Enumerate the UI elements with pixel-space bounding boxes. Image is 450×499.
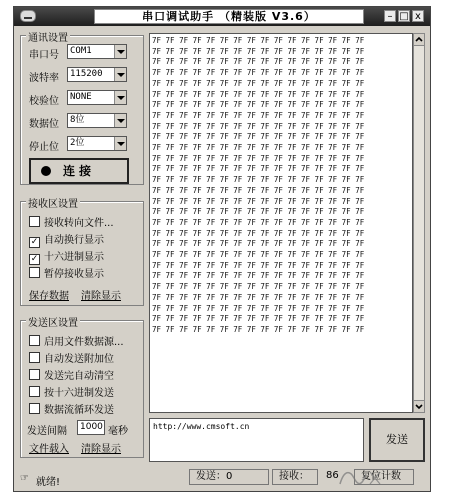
receive-area[interactable] — [149, 33, 413, 413]
stopbits-select[interactable] — [67, 136, 127, 151]
parity-value: NONE — [70, 92, 92, 102]
chevron-down-icon[interactable] — [114, 68, 126, 81]
close-button[interactable]: x — [412, 10, 424, 22]
app-window — [13, 6, 431, 492]
minimize-button[interactable]: – — [384, 10, 396, 22]
chevron-down-icon[interactable] — [114, 137, 126, 150]
auto-append-label: 自动发送附加位 — [44, 354, 114, 365]
checkmark-icon[interactable]: ✓ — [30, 254, 39, 264]
restore-button[interactable]: □ — [399, 11, 409, 22]
send-settings-title: 发送区设置 — [26, 314, 80, 329]
scroll-down-button[interactable] — [414, 400, 424, 412]
hex-display-label: 十六进制显示 — [44, 252, 104, 263]
app-icon[interactable] — [20, 10, 36, 22]
checkbox-empty-icon[interactable] — [29, 403, 40, 414]
pause-display-checkbox[interactable] — [29, 265, 104, 280]
load-file-link[interactable]: 文件载入 — [29, 444, 69, 455]
parity-label: 校验位 — [29, 96, 59, 107]
window-title: 串口调试助手 （精装版 V3.6） — [94, 9, 364, 24]
databits-value: 8位 — [70, 115, 85, 125]
auto-append-checkbox[interactable] — [29, 350, 114, 365]
sent-count: 发送：0 — [189, 469, 269, 485]
auto-clear-label: 发送完自动清空 — [44, 371, 114, 382]
baud-select[interactable] — [67, 67, 127, 82]
watermark-logo — [332, 466, 412, 490]
hex-send-checkbox[interactable] — [29, 384, 114, 399]
loop-send-label: 数据流循环发送 — [44, 405, 114, 416]
checkbox-empty-icon[interactable] — [29, 216, 40, 227]
pointing-hand-icon: ☞ — [20, 473, 29, 484]
connect-button[interactable] — [29, 158, 129, 184]
pause-display-label: 暂停接收显示 — [44, 269, 104, 280]
checkmark-icon[interactable]: ✓ — [30, 237, 39, 247]
port-select[interactable] — [67, 44, 127, 59]
databits-label: 数据位 — [29, 119, 59, 130]
interval-label: 发送间隔 — [27, 426, 67, 437]
port-value: COM1 — [70, 46, 92, 56]
port-label: 串口号 — [29, 50, 59, 61]
comm-settings-title: 通讯设置 — [26, 29, 70, 44]
record-dot-icon — [41, 166, 51, 176]
hex-display-checkbox[interactable] — [29, 248, 104, 265]
received-count: 86 — [326, 470, 339, 481]
receive-text: 7F 7F 7F 7F 7F 7F 7F 7F 7F 7F 7F 7F 7F 7F 7F 7F 7F 7F 7F 7F 7F 7F 7F 7F 7F 7F 7F 7F 7F 7F 7F 7F 7F 7F 7F 7F 7F 7F 7F 7F 7F 7F 7F 7F 7F 7F 7F 7F 7F 7F 7F 7F 7F 7F 7F 7F 7F 7F 7F 7F 7F 7F 7F 7F 7F 7F 7F 7F 7F 7F 7F 7F 7F 7F 7F 7F 7F 7F 7F 7F 7F 7F 7F 7F 7F 7F 7F 7F 7F 7F 7F 7F 7F 7F 7F 7F 7F 7F 7F 7F 7F 7F 7F 7F 7F 7F 7F 7F 7F 7F 7F 7F 7F 7F 7F 7F 7F 7F 7F 7F 7F 7F 7F 7F 7F 7F 7F 7F 7F 7F 7F 7F 7F 7F 7F 7F 7F 7F 7F 7F 7F 7F 7F 7F 7F 7F 7F 7F 7F 7F 7F 7F 7F 7F 7F 7F 7F 7F 7F 7F 7F 7F 7F 7F 7F 7F 7F 7F 7F 7F 7F 7F 7F 7F 7F 7F 7F 7F 7F 7F 7F 7F 7F 7F 7F 7F 7F 7F 7F 7F 7F 7F 7F 7F 7F 7F 7F 7F 7F 7F 7F 7F 7F 7F 7F 7F 7F 7F 7F 7F 7F 7F 7F 7F 7F 7F 7F 7F 7F 7F 7F 7F 7F 7F 7F 7F 7F 7F 7F 7F 7F 7F 7F 7F 7F 7F 7F 7F 7F 7F 7F 7F 7F 7F 7F 7F 7F 7F 7F 7F 7F 7F 7F 7F 7F 7F 7F 7F 7F 7F 7F 7F 7F 7F 7F 7F 7F 7F 7F 7F 7F 7F 7F 7F 7F 7F 7F 7F 7F 7F 7F 7F 7F 7F 7F 7F 7F 7F 7F 7F 7F 7F 7F 7F 7F 7F 7F 7F 7F 7F 7F 7F 7F 7F 7F 7F 7F 7F 7F 7F 7F 7F 7F 7F 7F 7F 7F 7F 7F 7F 7F 7F 7F 7F 7F 7F 7F 7F 7F 7F 7F 7F 7F 7F 7F 7F 7F 7F 7F 7F 7F 7F 7F 7F 7F 7F 7F 7F 7F 7F 7F 7F 7F 7F 7F 7F 7F 7F 7F 7F 7F 7F 7F 7F 7F 7F 7F 7F 7F 7F 7F 7F 7F 7F 7F 7F 7F 7F 7F 7F 7F 7F 7F 7F 7F 7F 7F 7F 7F 7F 7F 7F 7F 7F 7F 7F 7F 7F 7F 7F 7F 7F 7F 7F 7F 7F 7F 7F 7F 7F 7F 7F 7F 7F 7F 7F 7F 7F 7F 7F 7F 7F 7F 7F 7F 7F 7F 7F 7F 7F 7F 7F 7F 7F 7F 7F 7F 7F 7F 7F 7F 7F 7F 7F 7F 7F 7F 7F — [152, 36, 365, 334]
status-ready: 就绪! — [36, 477, 61, 488]
interval-unit: 毫秒 — [108, 426, 128, 437]
scroll-up-button[interactable] — [414, 34, 424, 46]
chevron-down-icon[interactable] — [114, 114, 126, 127]
file-source-checkbox[interactable] — [29, 333, 124, 348]
send-input[interactable]: http://www.cmsoft.cn — [149, 418, 364, 462]
title-bar[interactable] — [14, 7, 430, 26]
connect-label: 连接 — [62, 164, 95, 178]
send-clear-link[interactable]: 清除显示 — [81, 444, 121, 455]
recv-to-file-checkbox[interactable] — [29, 214, 114, 229]
databits-select[interactable] — [67, 113, 127, 128]
save-data-link[interactable]: 保存数据 — [29, 291, 69, 302]
chevron-down-icon — [414, 401, 424, 412]
comm-settings-group — [20, 35, 144, 185]
recv-to-file-label: 接收转向文件... — [44, 218, 114, 229]
recv-settings-group — [20, 201, 144, 306]
chevron-up-icon — [414, 34, 424, 45]
chevron-down-icon[interactable] — [114, 45, 126, 58]
checkbox-empty-icon[interactable] — [29, 369, 40, 380]
auto-clear-checkbox[interactable] — [29, 367, 114, 382]
checkbox-empty-icon[interactable] — [29, 335, 40, 346]
receive-scrollbar[interactable] — [413, 33, 425, 413]
received-label: 接收： — [272, 469, 318, 485]
checkbox-empty-icon[interactable] — [29, 352, 40, 363]
recv-clear-link[interactable]: 清除显示 — [81, 291, 121, 302]
auto-wrap-label: 自动换行显示 — [44, 235, 104, 246]
stopbits-value: 2位 — [70, 138, 85, 148]
baud-label: 波特率 — [29, 73, 59, 84]
baud-value: 115200 — [70, 69, 103, 79]
auto-wrap-checkbox[interactable] — [29, 231, 104, 248]
file-source-label: 启用文件数据源... — [44, 337, 124, 348]
hex-send-label: 按十六进制发送 — [44, 388, 114, 399]
chevron-down-icon[interactable] — [114, 91, 126, 104]
parity-select[interactable] — [67, 90, 127, 105]
recv-settings-title: 接收区设置 — [26, 195, 80, 210]
checkbox-empty-icon[interactable] — [29, 386, 40, 397]
stopbits-label: 停止位 — [29, 142, 59, 153]
interval-input[interactable]: 1000 — [77, 420, 105, 435]
send-button[interactable]: 发送 — [369, 418, 425, 462]
send-settings-group — [20, 320, 144, 458]
checkbox-empty-icon[interactable] — [29, 267, 40, 278]
loop-send-checkbox[interactable] — [29, 401, 114, 416]
reset-count-button[interactable]: 复位计数 — [354, 469, 414, 485]
